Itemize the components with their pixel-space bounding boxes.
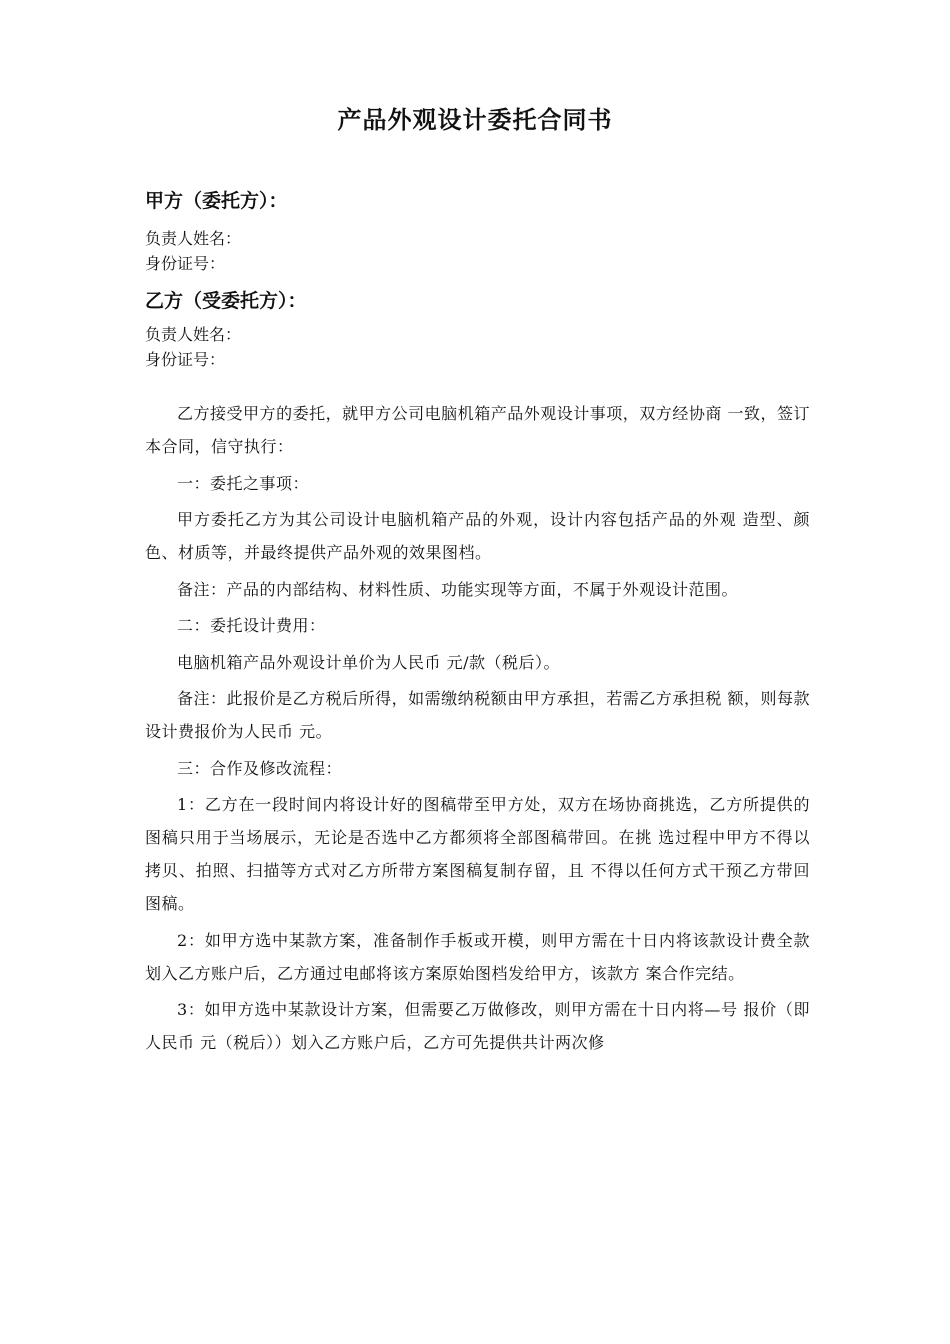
- intro-paragraph: 乙方接受甲方的委托，就甲方公司电脑机箱产品外观设计事项，双方经协商 一致，签订本合同，信守执行：: [145, 404, 810, 456]
- section-2-note: 备注：此报价是乙方税后所得，如需缴纳税额由甲方承担，若需乙方承担税 额，则每款设计费报价为人民币 元。: [145, 689, 810, 741]
- section-3-heading: 三：合作及修改流程：: [177, 758, 343, 778]
- section-2-paragraph: 电脑机箱产品外观设计单价为人民币 元/款（税后）。: [177, 652, 560, 672]
- contract-body: [145, 397, 810, 1063]
- party-a-name-label: 负责人姓名：: [145, 229, 242, 248]
- section-1-heading: 一：委托之事项：: [177, 473, 310, 493]
- section-1-paragraph: 甲方委托乙方为其公司设计电脑机箱产品的外观，设计内容包括产品的外观 造型、颜色、材质等，并最终提供产品外观的效果图档。: [145, 510, 810, 562]
- section-3-item-3: 3：如甲方选中某款设计方案，但需要乙万做修改，则甲方需在十日内将—号 报价（即人民币 元（税后））划入乙方账户后，乙方可先提供共计两次修: [145, 1000, 810, 1052]
- section-2-heading: 二：委托设计费用：: [177, 616, 326, 635]
- document-title: 产品外观设计委托合同书: [337, 106, 613, 134]
- section-1-note: 备注：产品的内部结构、材料性质、功能实现等方面，不属于外观设计范围。: [177, 579, 739, 599]
- party-a-heading: 甲方（委托方）：: [145, 190, 288, 212]
- section-3-item-1: 1：乙方在一段时间内将设计好的图稿带至甲方处，双方在场协商挑选，乙方所提供的图稿只用于当场展示，无论是否选中乙方都须将全部图稿带回。在挑 选过程中甲方不得以拷贝、拍照、扫描等方式对乙方所带方案图稿复制存留，且 不得以任何方式干预乙方带回图稿。: [145, 795, 810, 913]
- party-a-id-label: 身份证号：: [145, 254, 226, 273]
- section-3-item-2: 2：如甲方选中某款方案，准备制作手板或开模，则甲方需在十日内将该款设计费全款划入乙方账户后，乙方通过电邮将该方案原始图档发给甲方，该款方 案合作完结。: [145, 930, 810, 983]
- party-b-heading: 乙方（受委托方）：: [145, 290, 307, 312]
- party-b-id-label: 身份证号：: [145, 350, 226, 369]
- party-b-name-label: 负责人姓名：: [145, 325, 242, 344]
